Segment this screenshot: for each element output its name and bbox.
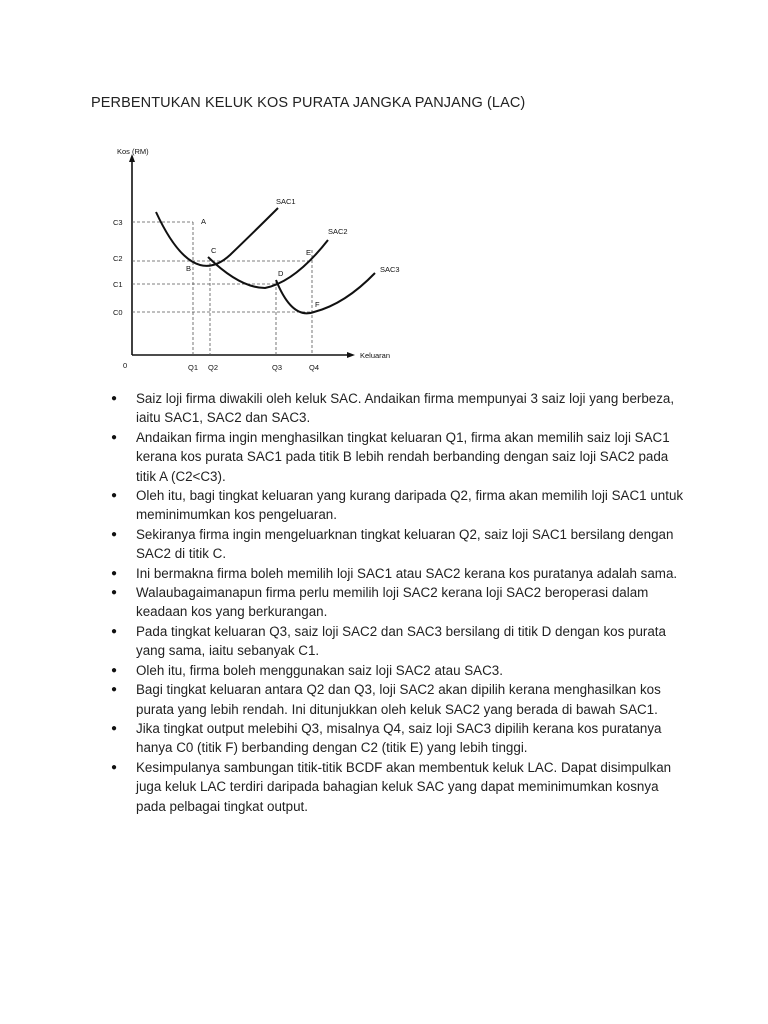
sac3-curve [276,273,375,313]
list-item: ● Bagi tingkat keluaran antara Q2 dan Q3, loji SAC2 akan dipilih kerana menghasilkan kos purata yang lebih rendah. Ini ditunjukkan oleh keluk SAC2 yang berada di bawah SAC1. [110,680,690,719]
sac1-curve [156,208,278,266]
label-sac1: SAC1 [276,197,296,206]
list-item: ● Oleh itu, bagi tingkat keluaran yang kurang daripada Q2, firma akan memilih loji SAC1 untuk meminimumkan kos pengeluaran. [110,486,690,525]
page-title: PERBENTUKAN KELUK KOS PURATA JANGKA PANJANG (LAC) [91,95,526,111]
list-item: ● Sekiranya firma ingin mengeluarknan tingkat keluaran Q2, saiz loji SAC1 bersilang dengan SAC2 di titik C. [110,525,690,564]
point-f: F [315,300,320,309]
point-e: E [306,248,312,257]
point-d: D [278,269,284,278]
label-sac2: SAC2 [328,227,348,236]
y-axis-label: Kos (RM) [117,147,149,156]
list-item: ● Saiz loji firma diwakili oleh keluk SAC. Andaikan firma mempunyai 3 saiz loji yang berbeza, iaitu SAC1, SAC2 dan SAC3. [110,389,690,428]
x-axis-label: Keluaran [360,351,391,360]
tick-c3: C3 [113,218,123,227]
bullet-list [110,389,690,816]
tick-q1: Q1 [188,363,199,372]
label-sac3: SAC3 [380,265,400,274]
list-item: ● Walaubagaimanapun firma perlu memilih loji SAC2 kerana loji SAC2 beroperasi dalam keadaan kos yang berkurangan. [110,583,690,622]
tick-q4: Q4 [309,363,320,372]
tick-c1: C1 [113,280,123,289]
point-b: B [186,264,192,273]
list-item: ● Oleh itu, firma boleh menggunakan saiz loji SAC2 atau SAC3. [110,661,690,680]
list-item: ● Pada tingkat keluaran Q3, saiz loji SAC2 dan SAC3 bersilang di titik D dengan kos purata yang sama, iaitu sebanyak C1. [110,622,690,661]
tick-c0: C0 [113,308,123,317]
tick-q2: Q2 [208,363,219,372]
list-item: ● Kesimpulanya sambungan titik-titik BCDF akan membentuk keluk LAC. Dapat disimpulkan juga keluk LAC terdiri daripada bahagian keluk SAC yang dapat meminimumkan kosnya pada pelbagai tingkat output. [110,758,690,816]
point-c: C [211,246,217,255]
lac-diagram [100,140,420,380]
tick-c2: C2 [113,254,123,263]
x-axis-arrow [347,352,355,358]
list-item: ● Andaikan firma ingin menghasilkan tingkat keluaran Q1, firma akan memilih saiz loji SAC1 kerana kos purata SAC1 pada titik B lebih rendah berbanding dengan saiz loji SAC2 pada titik A (C2<C3). [110,428,690,486]
tick-q3: Q3 [272,363,283,372]
origin-label: 0 [123,361,128,370]
list-item: ● Jika tingkat output melebihi Q3, misalnya Q4, saiz loji SAC3 dipilih kerana kos puratanya hanya C0 (titik F) berbanding dengan C2 (titik E) yang lebih tinggi. [110,719,690,758]
point-a: A [201,217,207,226]
list-item: ● Ini bermakna firma boleh memilih loji SAC1 atau SAC2 kerana kos puratanya adalah sama. [110,564,690,583]
